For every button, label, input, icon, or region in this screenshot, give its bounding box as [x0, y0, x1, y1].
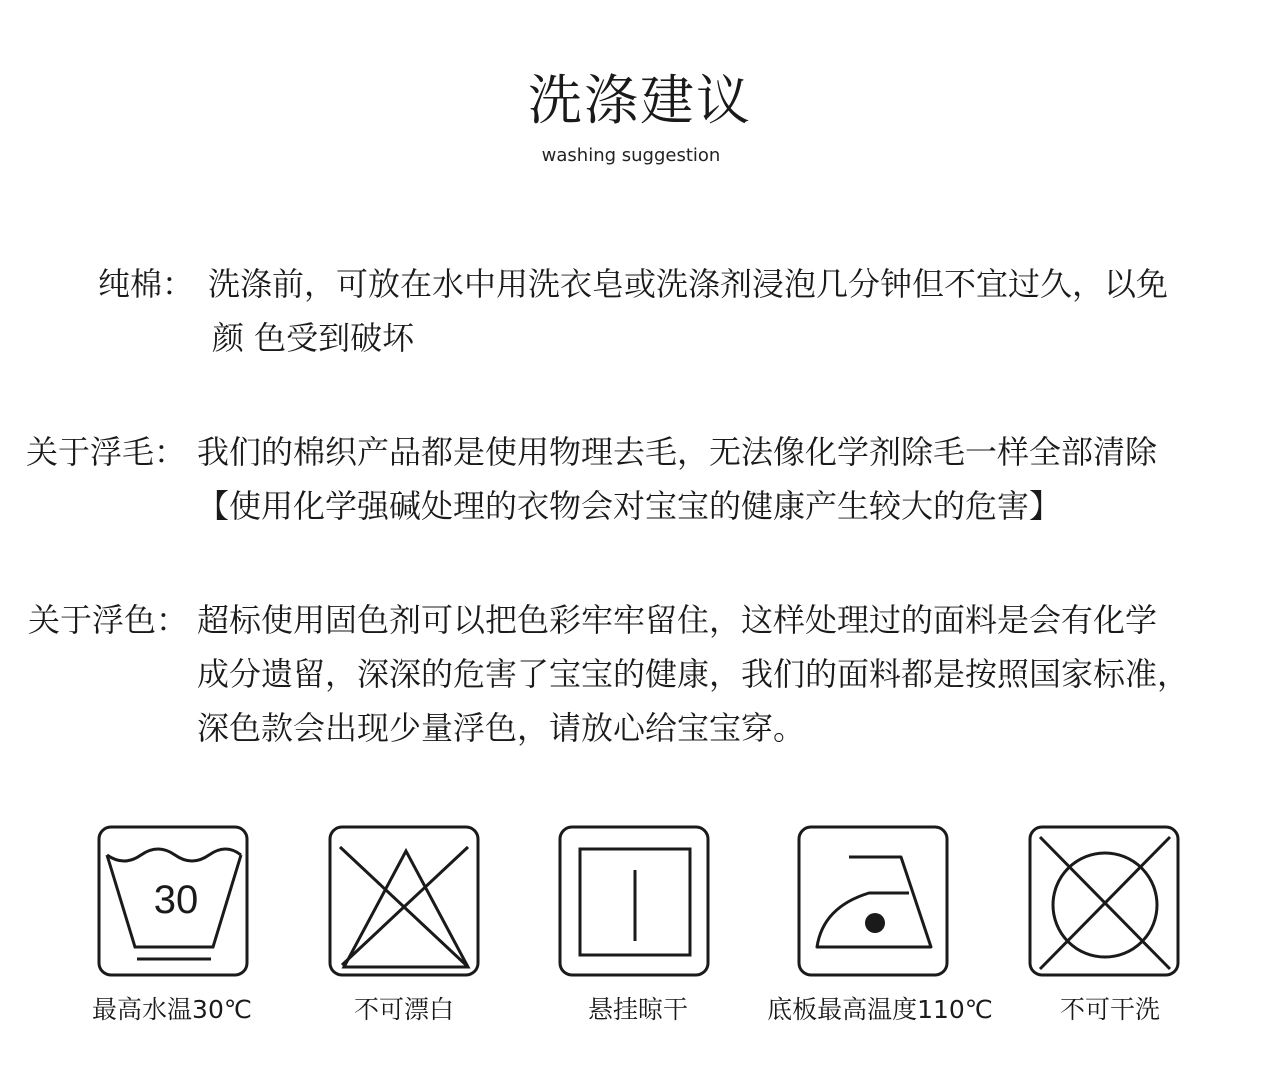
wash-temperature-label: 30 — [153, 878, 199, 922]
section-cotton — [0, 257, 1280, 367]
section-color-bleed — [0, 593, 1280, 758]
section-label: 纯棉： — [98, 265, 195, 303]
section-line: 洗涤前，可放在水中用洗衣皂或洗涤剂浸泡几分钟但不宜过久，以免 — [208, 265, 1169, 303]
no-bleach-icon — [328, 825, 480, 977]
section-line: 深色款会出现少量浮色，请放心给宝宝穿。 — [197, 709, 806, 747]
iron-low-caption: 底板最高温度110℃ — [767, 995, 993, 1024]
section-line: 超标使用固色剂可以把色彩牢牢留住，这样处理过的面料是会有化学 — [197, 601, 1158, 639]
line-dry-icon — [558, 825, 710, 977]
iron-low-icon — [797, 825, 949, 977]
wash-30-caption: 最高水温30℃ — [92, 995, 252, 1024]
section-line: 我们的棉织产品都是使用物理去毛，无法像化学剂除毛一样全部清除 — [197, 433, 1158, 471]
line-dry-caption: 悬挂晾干 — [587, 995, 688, 1024]
section-label: 关于浮毛： — [26, 433, 187, 471]
section-line: 颜 色受到破坏 — [212, 319, 415, 357]
no-dry-clean-icon — [1028, 825, 1180, 977]
wash-30-icon — [97, 825, 249, 977]
section-line: 成分遗留，深深的危害了宝宝的健康，我们的面料都是按照国家标准， — [197, 655, 1190, 693]
page-title: 洗涤建议 — [528, 69, 752, 132]
no-dry-clean-caption: 不可干洗 — [1059, 995, 1160, 1024]
section-line: 【使用化学强碱处理的衣物会对宝宝的健康产生较大的危害】 — [197, 487, 1062, 525]
section-label: 关于浮色： — [28, 601, 189, 639]
section-lint — [0, 425, 1280, 535]
no-bleach-caption: 不可漂白 — [353, 995, 454, 1024]
page-subtitle: washing suggestion — [541, 145, 721, 166]
